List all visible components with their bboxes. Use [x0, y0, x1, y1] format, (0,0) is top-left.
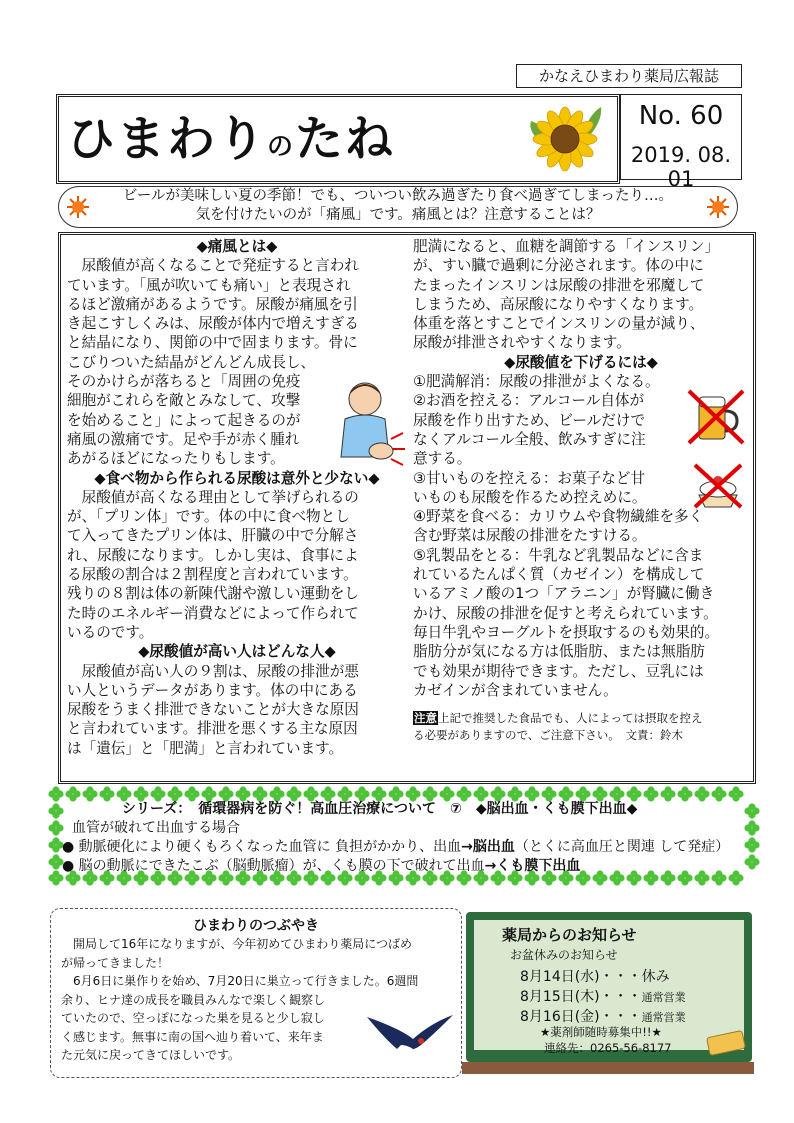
- list-item: なくアルコール全般、飲みすぎに注: [413, 430, 646, 448]
- series-line3a: ● 脳の動脈にできたこぶ（脳動脈瘤）が、くも膜の下で破れて出血: [62, 858, 485, 874]
- text-line: れ、尿酸になります。しかし実は、食事によ: [67, 546, 359, 564]
- list-item: でも効果が期待できます。ただし、豆乳には: [413, 662, 704, 680]
- gout-patient-illustration: [331, 375, 407, 473]
- text-line: く感じます。無事に南の国へ辿り着いて、来年ま: [61, 1029, 324, 1044]
- tweet-title: ひまわりのつぶやき: [193, 918, 319, 934]
- text-line: を始めること」によって起きるのが: [67, 411, 301, 429]
- series-text: [62, 800, 752, 876]
- section-heading: ◆食べ物から作られる尿酸は意外と少ない◆: [94, 469, 380, 487]
- paragraph-insulin: [413, 237, 749, 353]
- title-part2: たね: [295, 111, 396, 167]
- text-line: 尿酸値が高い人の９割は、尿酸の排泄が悪: [67, 662, 359, 680]
- text-line: 痛風の激痛です。足や手が赤く腫れ: [67, 430, 300, 448]
- text-line: が、「プリン体」です。体の中に食べ物とし: [67, 508, 350, 526]
- list-item: ③甘いものを控える：お菓子など甘: [413, 469, 645, 487]
- notice-row: [520, 1006, 686, 1026]
- text-line: 6月6日に巣作りを始め、7月20日に巣立って行きました。6週間: [61, 974, 419, 988]
- series-line2b: →脳出血: [461, 839, 515, 855]
- text-line: て入ってきたプリン体は、肝臓の中で分解さ: [67, 527, 359, 545]
- publication-label: かなえひまわり薬局広報誌: [516, 64, 742, 88]
- no-sweets-icon: [691, 461, 745, 511]
- series-section: [48, 786, 760, 886]
- list-item: カゼインが含まれていません。: [413, 681, 618, 699]
- tweet-box: [50, 908, 462, 1078]
- section-heading: ◆痛風とは◆: [196, 238, 278, 255]
- notice-row: [520, 966, 670, 986]
- issue-date: 2019. 08. 01: [630, 143, 732, 191]
- list-item: ⑤乳製品をとる：牛乳など乳製品などに含ま: [413, 546, 704, 564]
- text-line: あがるほどになったりもします。: [67, 450, 285, 468]
- series-line3b: →くも膜下出血: [484, 858, 581, 874]
- text-line: そのかけらが落ちると「周囲の免疫: [67, 373, 301, 391]
- caution-tag: 注意: [414, 711, 437, 726]
- text-line: た時のエネルギー消費などによって作られて: [67, 604, 359, 622]
- text-line: が、すい臓で過剰に分泌されます。体の中に: [413, 257, 704, 275]
- section-heading: ◆尿酸値を下げるには◆: [504, 353, 658, 371]
- title-part1: ひまわり: [67, 111, 268, 167]
- notice-date: 8月16日(金)・・・: [520, 1009, 642, 1025]
- text-line: 尿酸値が高くなる理由として挙げられるの: [67, 488, 359, 506]
- chalk-eraser-icon: [704, 1030, 748, 1056]
- list-item: ②お酒を控える：アルコール自体が: [413, 392, 645, 410]
- notice-row: [520, 986, 686, 1006]
- list-item: 含む野菜は尿酸の排泄をたすける。: [413, 527, 647, 545]
- sun-icon: [67, 196, 89, 218]
- text-line: 体重を落とすことでインスリンの量が減り、: [413, 315, 705, 333]
- text-line: 余り、ヒナ達の成長を職員みんなで楽しく観察し: [61, 992, 326, 1007]
- text-line: たまったインスリンは尿酸の排泄を邪魔して: [413, 276, 705, 294]
- swallow-illustration: [361, 1009, 457, 1057]
- sun-icon: [707, 196, 729, 218]
- notice-status: 休み: [641, 969, 670, 985]
- text-line: るほど激痛があるようです。尿酸が痛風を引: [67, 295, 358, 313]
- board-ledge: [462, 1062, 754, 1074]
- caution-line1: 上記で推奨した食品でも、人によっては摂取を控え: [438, 711, 703, 726]
- list-item: いるアミノ酸の1つ「アラニン」が腎臓に働き: [413, 585, 715, 603]
- notice-date: 8月14日(水)・・・: [520, 969, 642, 985]
- title-box: [56, 94, 620, 184]
- text-line: き起こすしくみは、尿酸が体内で増えすぎる: [67, 315, 359, 333]
- text-line: と結晶になり、関節の中で固まります。骨に: [67, 334, 358, 352]
- series-line2a: ● 動脈硬化により硬くもろくなった血管に 負担がかかり、出血: [62, 839, 462, 855]
- list-item: れているたんぱく質（カゼイン）を構成して: [413, 566, 705, 584]
- text-line: こびりついた結晶がどんどん成長し、: [67, 353, 316, 371]
- list-item: 脂肪分が気になる方は低脂肪、または無脂肪: [413, 643, 705, 661]
- issue-number: No. 60: [638, 101, 724, 131]
- caution-note: [413, 710, 749, 744]
- sunflower-icon: [525, 103, 605, 173]
- text-line: た元気に戻ってきてほしいです。: [61, 1048, 241, 1062]
- text-line: 開局して16年になりますが、今年初めてひまわり薬局につばめ: [61, 937, 413, 951]
- text-line: 残りの８割は体の新陳代謝や激しい運動をし: [67, 585, 359, 603]
- list-item: いものも尿酸を作るため控えめに。: [413, 488, 647, 506]
- paragraph-high-uric: [67, 662, 407, 758]
- list-item: 尿酸を作り出すため、ビールだけで: [413, 411, 646, 429]
- text-line: が帰ってきました！: [61, 955, 170, 970]
- notice-status: 通常営業: [641, 1011, 686, 1024]
- intro-line2: 気を付けたいのが「痛風」です。痛風とは？注意することは？: [195, 207, 601, 223]
- text-line: いるのです。: [67, 623, 154, 641]
- caution-line2: る必要がありますので、ご注意下さい。 文責：鈴木: [413, 728, 684, 743]
- no-alcohol-icon: [685, 387, 747, 447]
- text-line: 尿酸をうまく排泄できないことが大きな原因: [67, 701, 359, 719]
- newsletter-title: [67, 103, 395, 183]
- series-title: シリーズ： 循環器病を防ぐ！高血圧治療について ⑦ ◆脳出血・くも膜下出血◆: [122, 801, 638, 817]
- list-item: ①肥満解消：尿酸の排泄がよくなる。: [413, 373, 660, 391]
- text-line: しまうため、高尿酸になりやすくなります。: [413, 295, 704, 313]
- text-line: 尿酸が排泄されやすくなります。: [413, 334, 631, 352]
- list-item: 毎日牛乳やヨーグルトを摂取するのも効果的。: [413, 623, 720, 641]
- text-line: い人というデータがあります。体の中にある: [67, 681, 358, 699]
- text-line: る尿酸の割合は２割程度と言われています。: [67, 566, 358, 584]
- list-item: 意する。: [413, 450, 472, 468]
- notice-subtitle: お盆休みのお知らせ: [510, 948, 618, 962]
- title-no: の: [267, 132, 296, 162]
- list-item: かけ、尿酸の排泄を促すと考えられています。: [413, 604, 718, 622]
- paragraph-purine: [67, 488, 407, 642]
- series-line2c: （とくに高血圧と関連 して発症）: [514, 839, 730, 855]
- contact-info: 連絡先：0265-56-8177: [544, 1041, 672, 1055]
- series-line1: 血管が破れて出血する場合: [72, 820, 240, 836]
- text-line: 肥満になると、血糖を調節する「インスリン」: [413, 238, 720, 255]
- text-line: 細胞がこれらを敵とみなして、攻撃: [67, 392, 301, 410]
- notice-title: 薬局からのお知らせ: [502, 926, 637, 944]
- text-line: ていたので、空っぽになった巣を見ると少し寂し: [61, 1011, 325, 1025]
- intro-line1: ビールが美味しい夏の季節！でも、ついつい飲み過ぎたり食べ過ぎてしまったり…。: [122, 188, 674, 204]
- list-item: ④野菜を食べる：カリウムや食物繊維を多く: [413, 508, 704, 526]
- left-column: [67, 237, 407, 758]
- text-line: 尿酸値が高くなることで発症すると言われ: [67, 257, 359, 275]
- notice-date: 8月15日(木)・・・: [520, 989, 642, 1005]
- main-article: [58, 232, 756, 784]
- section-heading: ◆尿酸値が高い人はどんな人◆: [138, 643, 336, 661]
- issue-box: [620, 94, 742, 191]
- intro-banner: [58, 186, 738, 228]
- notice-status: 通常営業: [641, 991, 686, 1004]
- text-line: と言われています。排泄を悪くする主な原因: [67, 720, 358, 738]
- recruit-note: ★薬剤師随時募集中!!★: [540, 1025, 662, 1039]
- text-line: は「遺伝」と「肥満」と言われています。: [67, 739, 344, 757]
- text-line: ています。「風が吹いても痛い」と表現され: [67, 276, 351, 294]
